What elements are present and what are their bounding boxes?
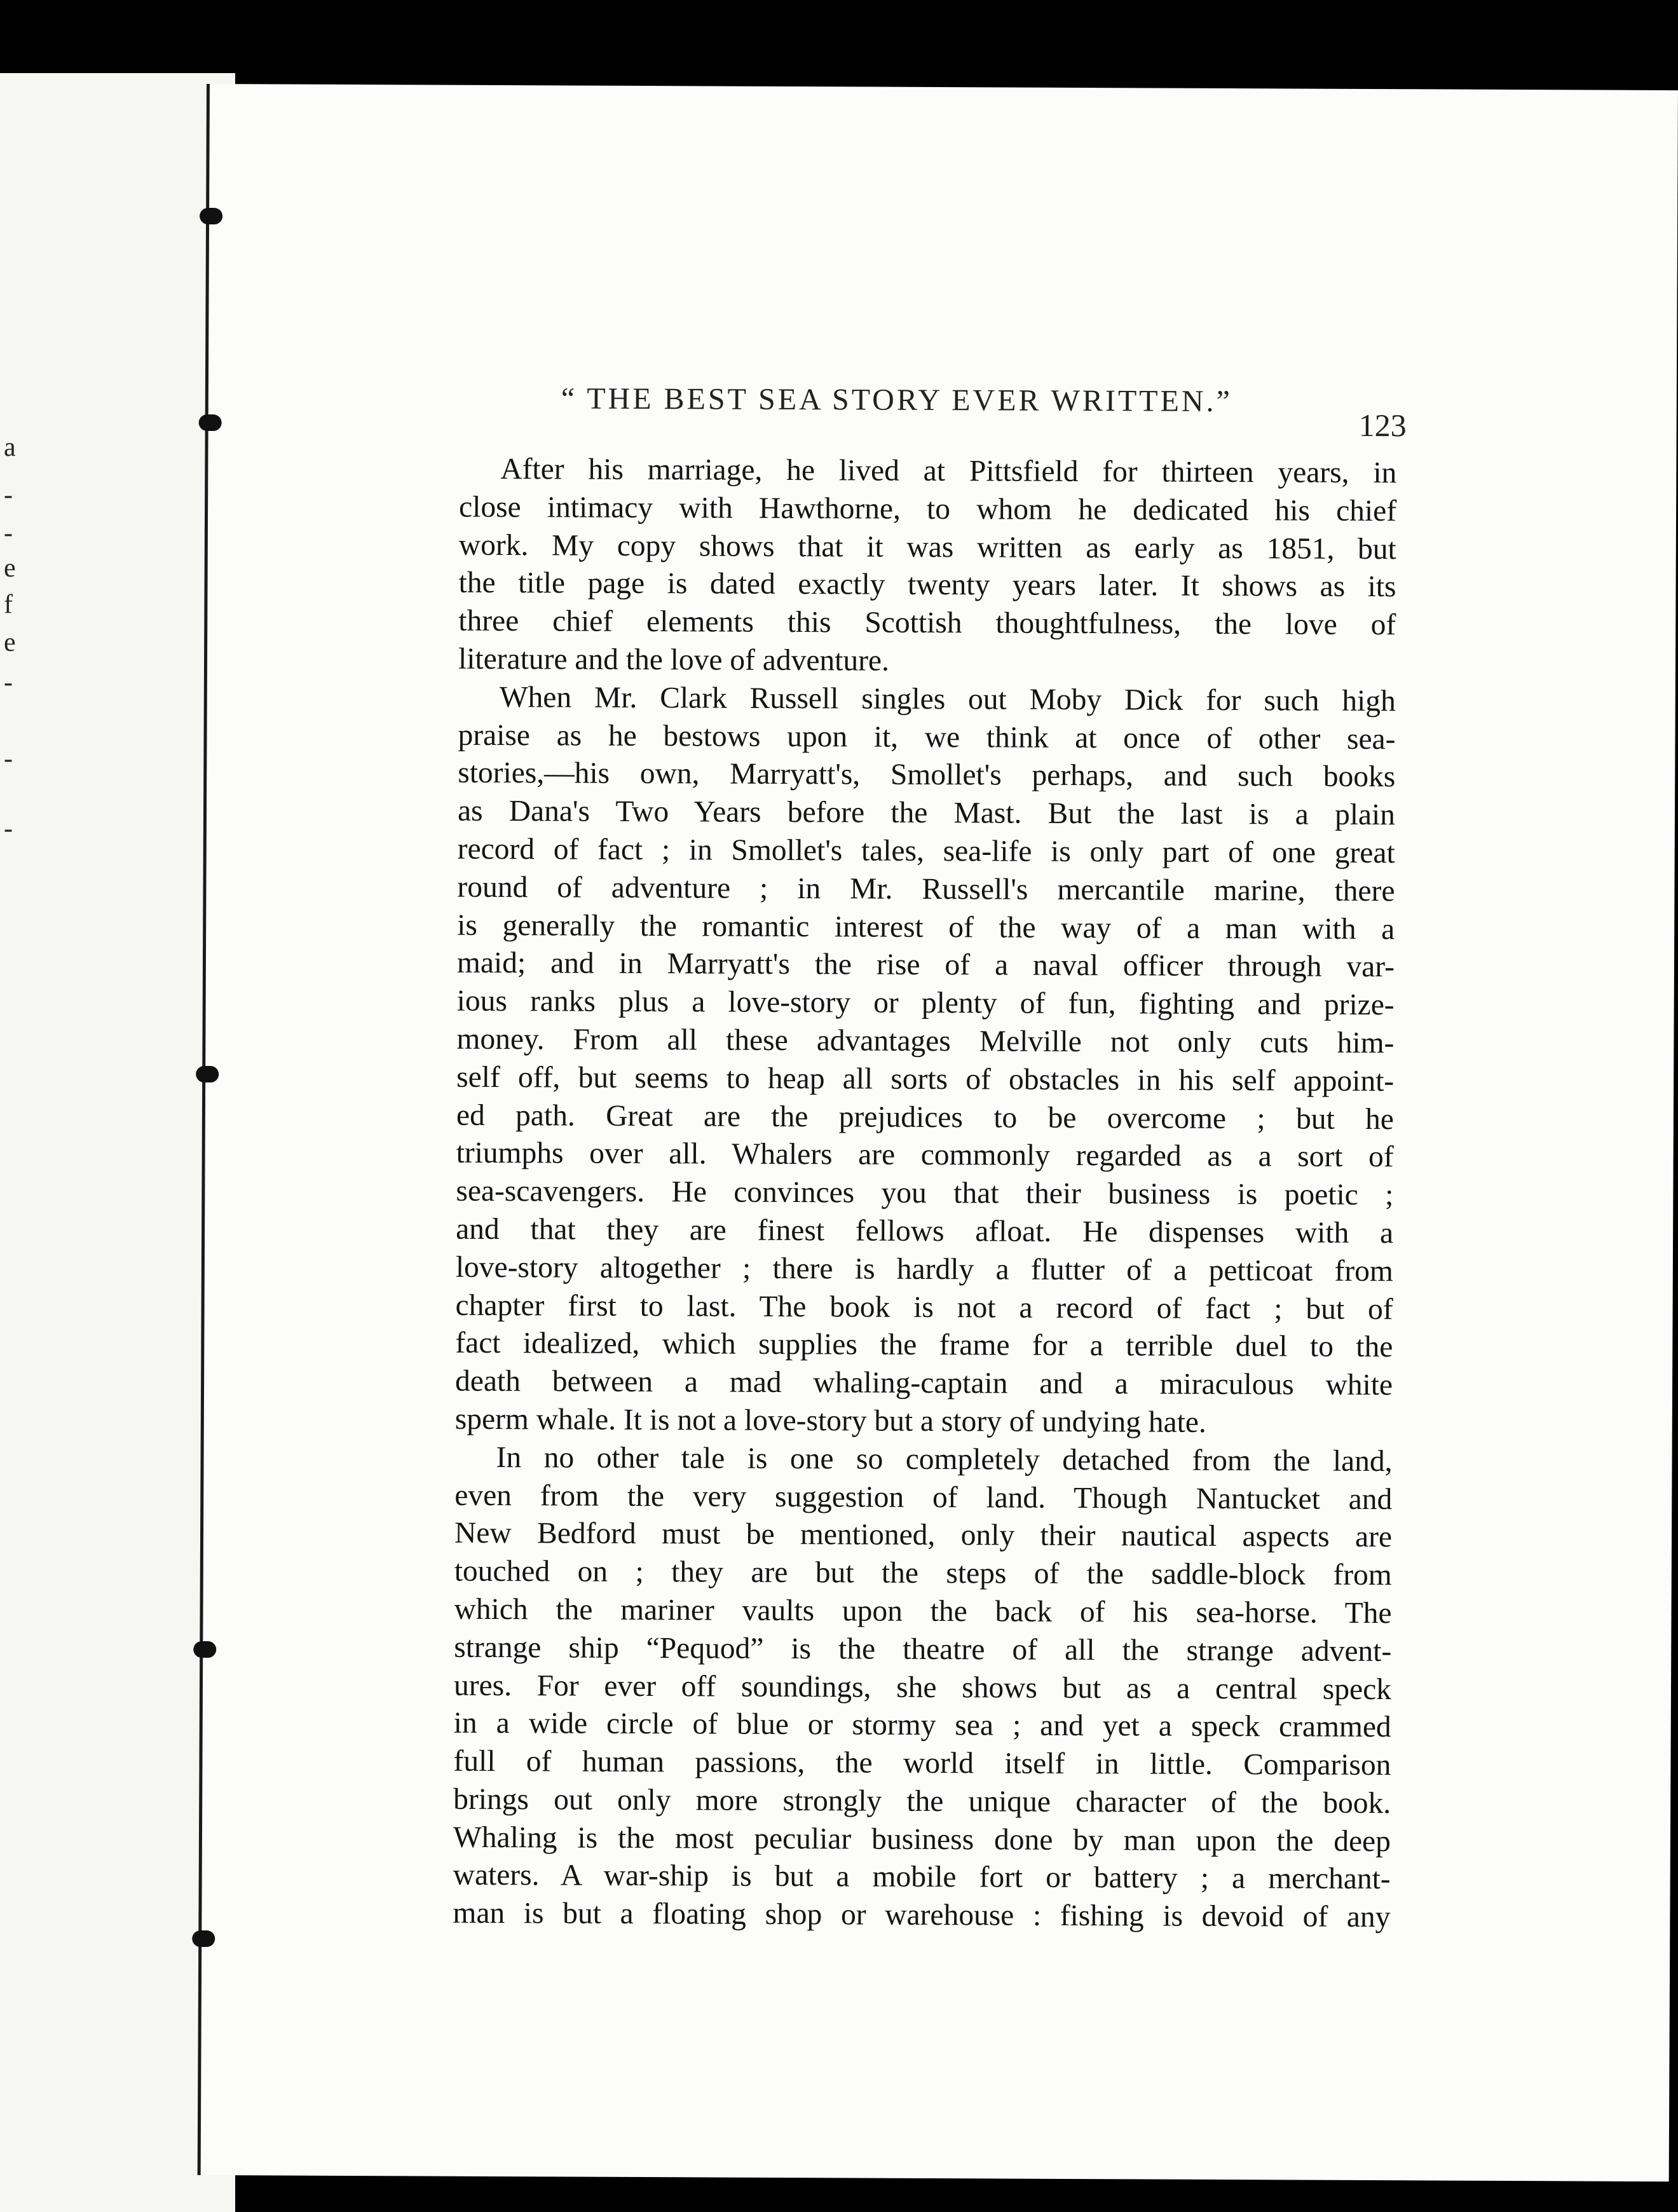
text-line: literature and the love of adventure. [458,642,890,678]
text-line: full of human passions, the world itself in little. Comparison [453,1744,1391,1782]
binding-thread-mark [196,1066,219,1082]
margin-letter: - [4,814,13,843]
text-line: praise as he bestows upon it, we think at once of other sea- [458,718,1396,756]
text-line: Whaling is the most peculiar business done by man upon the deep [453,1820,1391,1858]
text-line: money. From all these advantages Melville not only cuts him- [456,1022,1395,1060]
book-page [198,84,1678,2181]
text-line: When Mr. Clark Russell singles out Moby Dick for such high [499,680,1396,718]
margin-letter: f [4,590,13,619]
binding-thread-mark [192,1930,215,1947]
margin-letter: - [4,744,13,774]
text-line: man is but a floating shop or warehouse : fishing is devoid of any [453,1896,1391,1934]
text-line: the title page is dated exactly twenty years later. It shows as its [458,566,1396,604]
text-line: close intimacy with Hawthorne, to whom he dedicated his chief [458,490,1397,528]
binding-thread-mark [193,1641,216,1658]
text-line: record of fact ; in Smollet's tales, sea-life is only part of one great [457,832,1395,870]
body-text [453,451,1396,1937]
page-number: 123 [1358,407,1407,444]
text-line: ed path. Great are the prejudices to be overcome ; but he [456,1098,1395,1136]
text-line: round of adventure ; in Mr. Russell's mercantile marine, there [457,870,1395,908]
text-line: which the mariner vaults upon the back of his sea-horse. The [454,1592,1392,1630]
text-line: triumphs over all. Whalers are commonly regarded as a sort of [456,1137,1394,1174]
text-line: sea-scavengers. He convinces you that their business is poetic ; [456,1174,1394,1212]
margin-letter: - [4,668,13,697]
text-line: is generally the romantic interest of the way of a man with a [457,908,1395,946]
text-line: waters. A war-ship is but a mobile fort or battery ; a merchant- [453,1859,1391,1896]
text-line: chapter first to last. The book is not a record of fact ; but of [455,1288,1393,1326]
text-line: stories,—his own, Marryatt's, Smollet's perhaps, and such books [458,756,1396,794]
text-line: fact idealized, which supplies the frame for a terrible duel to the [455,1327,1393,1364]
text-line: self off, but seems to heap all sorts of obstacles in his self appoint- [456,1060,1395,1098]
text-line: strange ship “Pequod” is the theatre of all the strange advent- [454,1630,1392,1668]
text-line: and that they are finest fellows afloat. He dispenses with a [456,1212,1394,1250]
text-line: maid; and in Marryatt's the rise of a naval officer through var- [456,946,1395,984]
text-line: ures. For ever off soundings, she shows but as a central speck [453,1669,1392,1706]
text-line: work. My copy shows that it was written as early as 1851, but [458,528,1396,566]
text-line: ious ranks plus a love-story or plenty of fun, fighting and prize- [456,984,1395,1022]
text-line: as Dana's Two Years before the Mast. But the last is a plain [457,794,1396,832]
margin-letter: - [4,519,13,548]
binding-thread-mark [200,208,222,224]
text-line: in a wide circle of blue or stormy sea ; and yet a speck crammed [453,1707,1391,1744]
margin-letter: e [4,554,16,583]
running-head: “ THE BEST SEA STORY EVER WRITTEN.” [561,381,1232,419]
margin-letter: a [4,433,16,462]
text-line: New Bedford must be mentioned, only their nautical aspects are [454,1517,1393,1554]
text-line: In no other tale is one so completely detached from the land, [496,1440,1393,1478]
binding-thread-mark [199,414,222,431]
text-line: sperm whale. It is not a love-story but a story of undying hate. [454,1402,1206,1439]
text-line: brings out only more strongly the unique character of the book. [453,1782,1391,1820]
text-line: love-story altogether ; there is hardly a flutter of a petticoat from [455,1250,1393,1288]
margin-letter: e [4,628,16,657]
text-line: death between a mad whaling-captain and a miraculous white [454,1364,1393,1402]
text-line: After his marriage, he lived at Pittsfield for thirteen years, in [500,453,1397,490]
margin-letter: - [4,481,13,510]
text-line: three chief elements this Scottish thoughtfulness, the love of [458,604,1396,642]
text-line: even from the very suggestion of land. Though Nantucket and [454,1478,1393,1516]
text-line: touched on ; they are but the steps of the saddle-block from [454,1554,1392,1592]
